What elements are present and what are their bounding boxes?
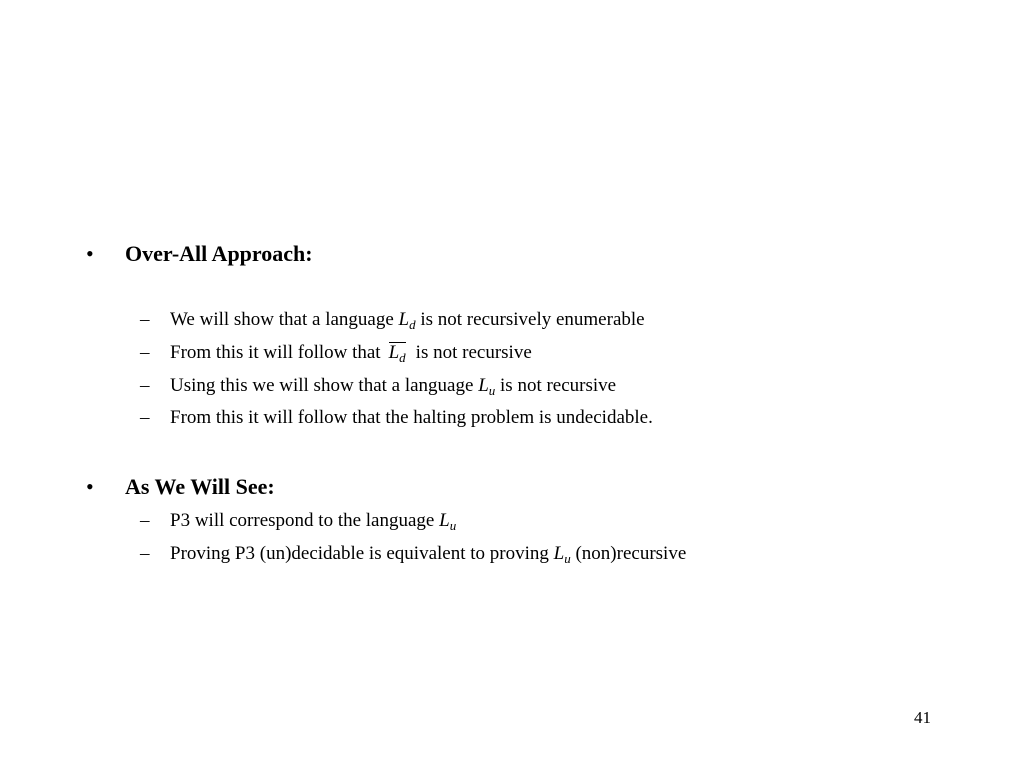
dash-marker: – <box>140 510 150 531</box>
math-symbol: $L_u$ <box>478 375 496 398</box>
sub-item-3 <box>0 372 1024 400</box>
page-number: 41 <box>914 708 931 727</box>
bullet-marker: • <box>86 474 94 499</box>
bullet-over-all-approach <box>0 236 1024 272</box>
dash-marker: – <box>140 309 150 330</box>
sub-item-text: We will show that a language $L_d$ is not recursively enumerable <box>170 309 645 332</box>
bullet-as-we-will-see <box>0 469 1024 505</box>
sub-item-text: From this it will follow that $L_d$ is not recursive <box>170 339 532 367</box>
math-symbol: $L_d$ <box>398 309 416 332</box>
section-heading: Over-All Approach: <box>125 241 313 266</box>
sub-item-text: Using this we will show that a language $L_u$ is not recursive <box>170 375 617 398</box>
sub-item-1 <box>0 306 1024 334</box>
dash-marker: – <box>140 407 150 428</box>
dash-marker: – <box>140 375 150 396</box>
sub-item-5 <box>0 507 1024 535</box>
sub-item-text: P3 will correspond to the language $L_u$ <box>170 510 457 533</box>
dash-marker: – <box>140 342 150 363</box>
sub-item-text: Proving P3 (un)decidable is equivalent to proving $L_u$ (non)recursive <box>170 543 687 566</box>
complement-symbol: $L_d$ <box>389 339 406 367</box>
section-heading: As We Will See: <box>125 474 275 499</box>
bullet-marker: • <box>86 241 94 266</box>
sub-item-4 <box>0 404 1024 432</box>
sub-item-text: From this it will follow that the halting problem is undecidable. <box>170 407 653 428</box>
math-symbol: $L_u$ <box>553 543 571 566</box>
math-symbol: $L_u$ <box>439 510 457 533</box>
dash-marker: – <box>140 543 150 564</box>
sub-item-2 <box>0 339 1024 367</box>
sub-item-6 <box>0 540 1024 568</box>
